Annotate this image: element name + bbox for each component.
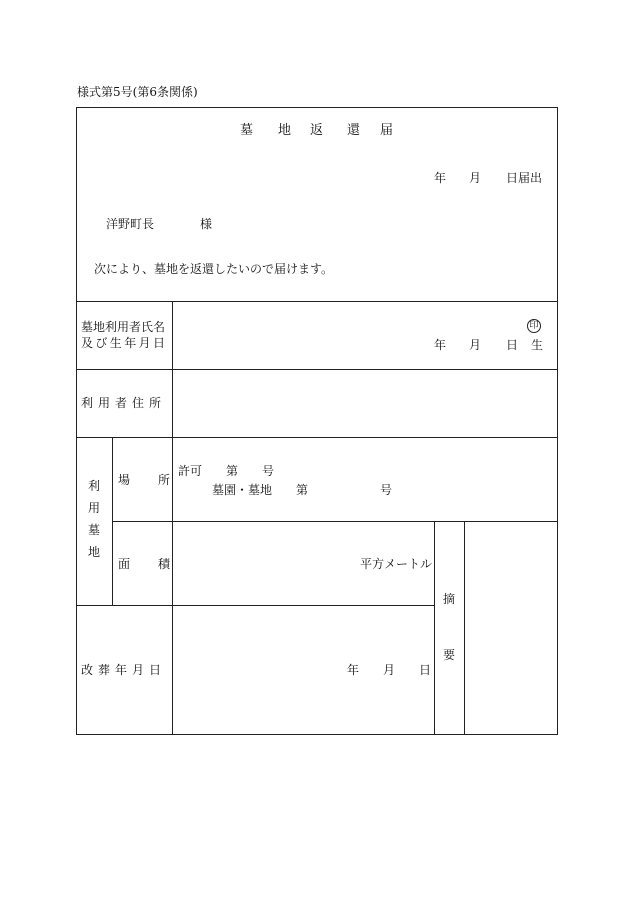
user-name-label: 墓地利用者氏名 <box>81 320 166 334</box>
row-divider <box>76 301 558 302</box>
remarks-left-divider <box>434 521 435 735</box>
title-char: 届 <box>380 123 394 138</box>
user-address-label: 利用者住所 <box>81 396 167 410</box>
title-char: 還 <box>347 123 361 138</box>
group-column-divider <box>112 437 113 605</box>
title-char: 地 <box>278 123 292 138</box>
remarks-label: 摘 要 <box>442 592 455 662</box>
form-frame <box>76 107 558 735</box>
reburial-year: 年 <box>347 663 360 677</box>
title-char: 返 <box>310 123 324 138</box>
form-label: 様式第5号(第6条関係) <box>77 85 198 99</box>
birth-year: 年 <box>434 338 447 352</box>
reburial-month: 月 <box>383 663 396 677</box>
addressee-honorific: 様 <box>200 217 213 231</box>
area-unit: 平方メートル <box>360 557 433 571</box>
birth-date-label: 及び生年月日 <box>81 336 168 350</box>
area-label: 面 積 <box>118 557 179 571</box>
plot-text: 墓園・墓地 第 号 <box>212 483 393 497</box>
submission-day: 日届出 <box>506 171 543 185</box>
statement-text: 次により、墓地を返還したいので届けます。 <box>94 262 334 276</box>
seal-icon: 印 <box>527 319 541 333</box>
birth-suffix: 生 <box>531 338 544 352</box>
row-divider <box>76 369 558 370</box>
birth-day: 日 <box>506 338 519 352</box>
submission-year: 年 <box>434 171 447 185</box>
row-divider <box>112 521 558 522</box>
cemetery-group-label: 利 用 墓 地 <box>87 479 100 559</box>
addressee-name: 洋野町長 <box>106 217 155 231</box>
submission-month: 月 <box>469 171 482 185</box>
row-divider <box>76 605 434 606</box>
reburial-date-label: 改葬年月日 <box>81 663 167 677</box>
label-column-divider <box>172 301 173 735</box>
permit-text: 許可 第 号 <box>178 464 275 478</box>
title-char: 墓 <box>240 123 254 138</box>
remarks-right-divider <box>464 521 465 735</box>
birth-month: 月 <box>469 338 482 352</box>
row-divider <box>76 437 558 438</box>
reburial-day: 日 <box>419 663 432 677</box>
location-label: 場 所 <box>118 473 179 487</box>
